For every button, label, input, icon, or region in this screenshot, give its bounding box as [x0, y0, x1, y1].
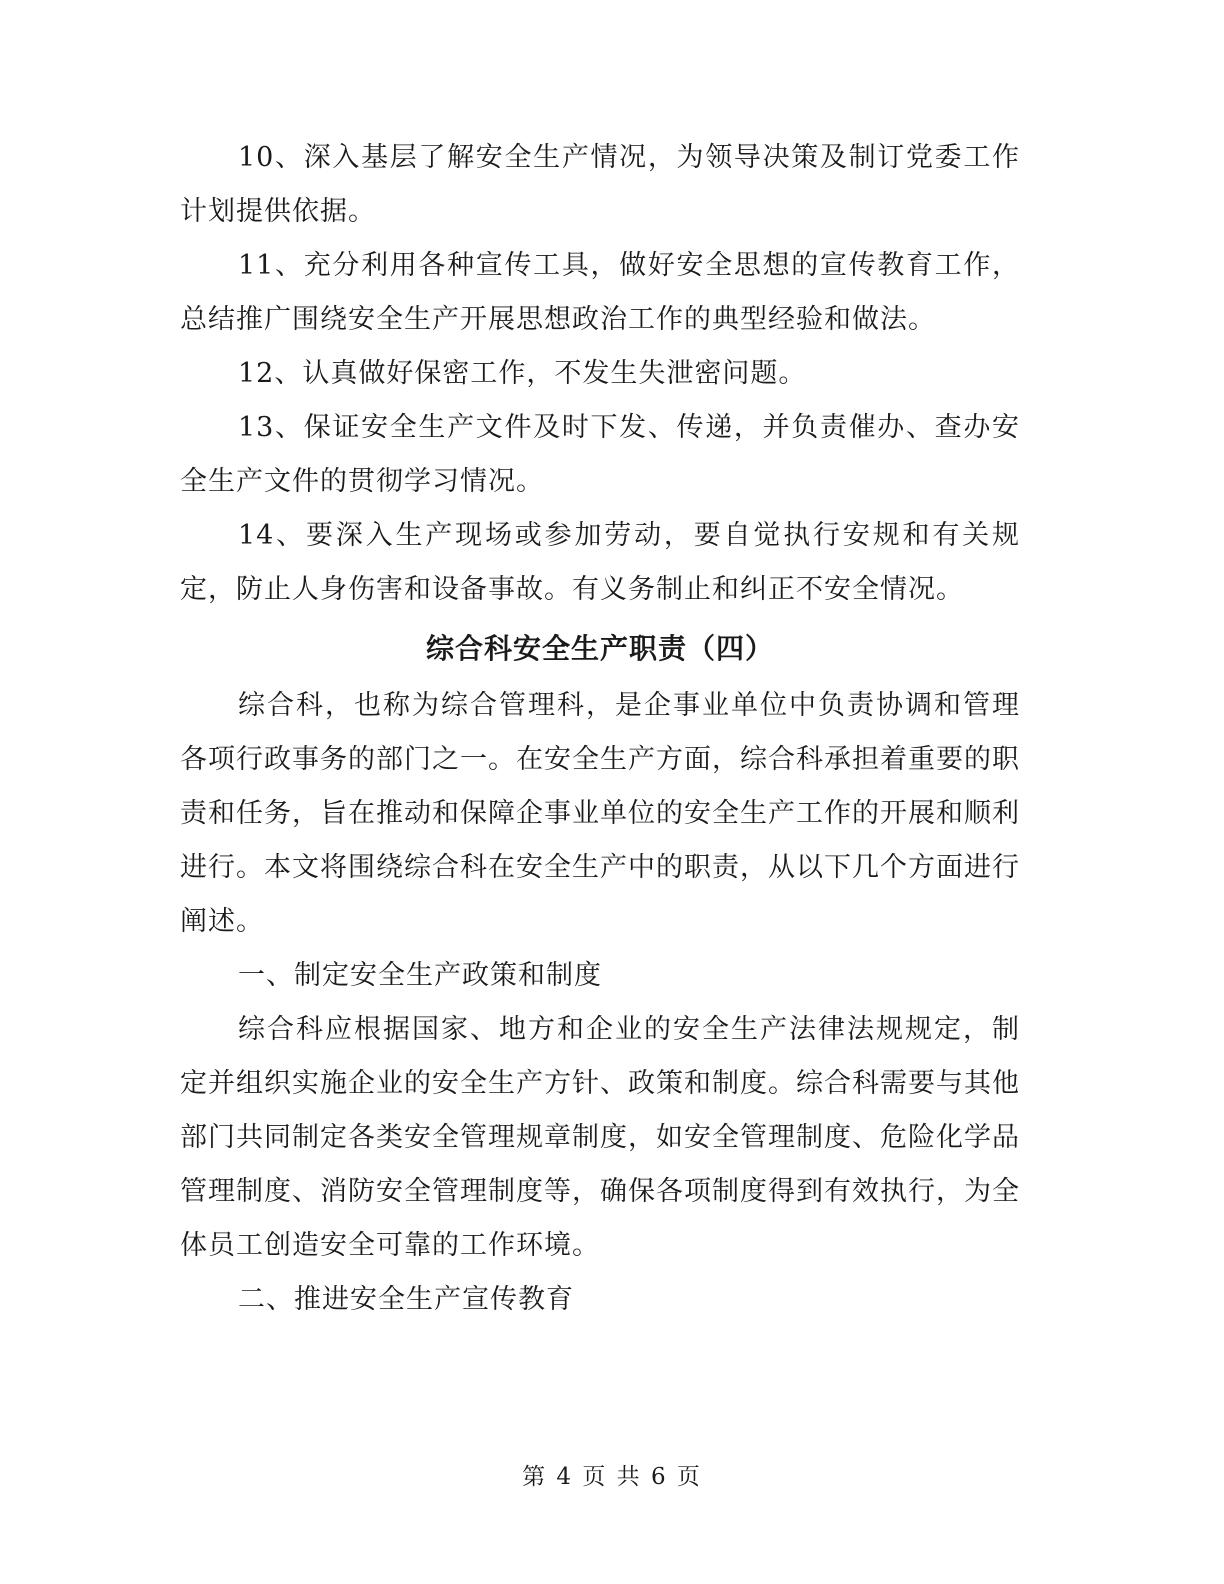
paragraph-item-10: 10、深入基层了解安全生产情况，为领导决策及制订党委工作计划提供依据。: [180, 142, 1020, 227]
page-footer: 第 4 页 共 6 页: [522, 1464, 702, 1490]
paragraph-item-11: 11、充分利用各种宣传工具，做好安全思想的宣传教育工作，总结推广围绕安全生产开展思想政治工作的典型经验和做法。: [180, 250, 1020, 335]
heading-policy: 一、制定安全生产政策和制度: [238, 960, 602, 991]
paragraph-item-13: 13、保证安全生产文件及时下发、传递，并负责催办、查办安全生产文件的贯彻学习情况。: [180, 412, 1020, 497]
paragraph-item-14: 14、要深入生产现场或参加劳动，要自觉执行安规和有关规定，防止人身伤害和设备事故。有义务制止和纠正不安全情况。: [180, 520, 1020, 605]
section-title: 综合科安全生产职责（四）: [425, 632, 774, 665]
heading-education: 二、推进安全生产宣传教育: [238, 1284, 574, 1315]
document-body: [180, 131, 1020, 1327]
paragraph-item-12: 12、认真做好保密工作，不发生失泄密问题。: [238, 358, 807, 389]
policy-paragraph: 综合科应根据国家、地方和企业的安全生产法律法规规定，制定并组织实施企业的安全生产方针、政策和制度。综合科需要与其他部门共同制定各类安全管理规章制度，如安全管理制度、危险化学品管理制度、消防安全管理制度等，确保各项制度得到有效执行，为全体员工创造安全可靠的工作环境。: [180, 1014, 1020, 1261]
intro-paragraph: 综合科，也称为综合管理科，是企事业单位中负责协调和管理各项行政事务的部门之一。在安全生产方面，综合科承担着重要的职责和任务，旨在推动和保障企事业单位的安全生产工作的开展和顺利进行。本文将围绕综合科在安全生产中的职责，从以下几个方面进行阐述。: [180, 690, 1020, 937]
